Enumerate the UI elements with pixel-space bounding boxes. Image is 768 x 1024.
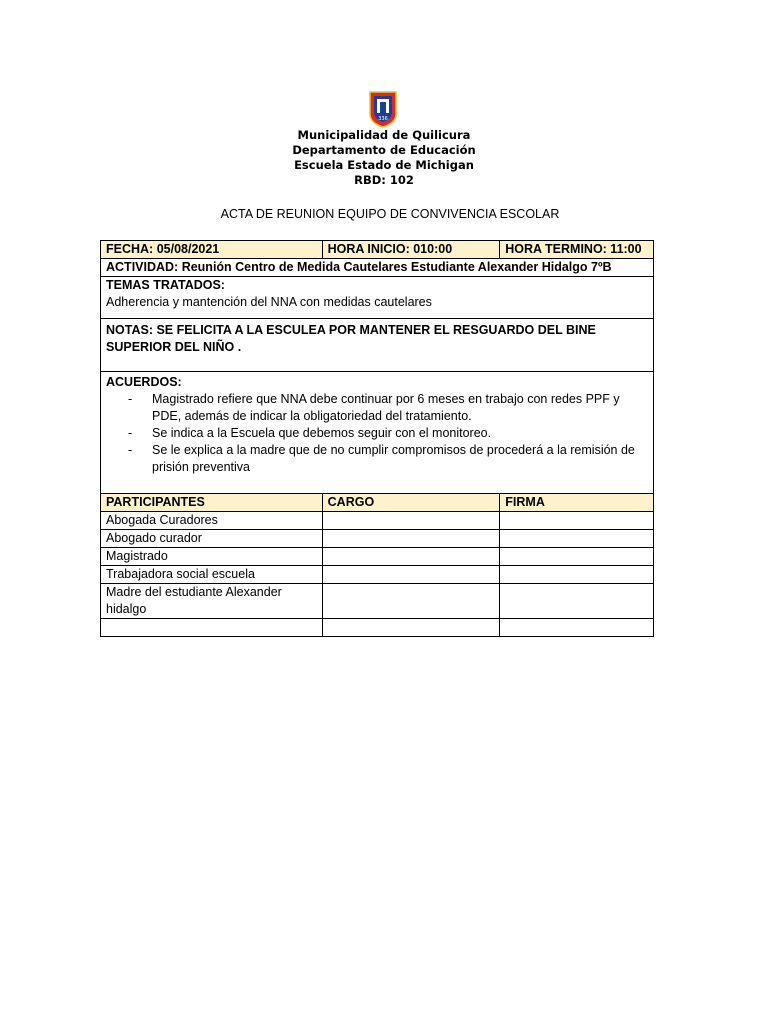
role-cell xyxy=(322,512,500,530)
participants-table xyxy=(100,493,654,637)
participant-name xyxy=(101,619,323,637)
rbd-number: RBD: 102 xyxy=(354,173,414,187)
signature-cell xyxy=(500,566,654,584)
participants-header: PARTICIPANTES xyxy=(101,494,323,512)
activity-cell: ACTIVIDAD: Reunión Centro de Medida Cautelares Estudiante Alexander Hidalgo 7ºB xyxy=(101,259,654,277)
date-cell: FECHA: 05/08/2021 xyxy=(101,241,323,259)
signature-header: FIRMA xyxy=(500,494,654,512)
notes-cell: NOTAS: SE FELICITA A LA ESCULEA POR MANTENER EL RESGUARDO DEL BINE SUPERIOR DEL NIÑO . xyxy=(101,319,654,372)
topics-label: TEMAS TRATADOS: xyxy=(106,278,225,292)
participant-name: Magistrado xyxy=(101,548,323,566)
topics-text: Adherencia y mantención del NNA con medidas cautelares xyxy=(106,295,432,309)
role-header: CARGO xyxy=(322,494,500,512)
participant-name: Trabajadora social escuela xyxy=(101,566,323,584)
meeting-info-table xyxy=(100,240,654,494)
role-cell xyxy=(322,584,500,619)
role-cell xyxy=(322,566,500,584)
signature-cell xyxy=(500,548,654,566)
signature-cell xyxy=(500,619,654,637)
bullet-dash: - xyxy=(128,426,133,440)
signature-cell xyxy=(500,530,654,548)
end-time-cell: HORA TERMINO: 11:00 xyxy=(500,241,654,259)
participant-name: Abogado curador xyxy=(101,530,323,548)
bullet-dash: - xyxy=(128,443,133,457)
agreement-item: - Magistrado refiere que NNA debe continuar por 6 meses en trabajo con redes PPF y PDE, además de indicar la obligatoriedad del tratamiento. xyxy=(128,392,620,423)
start-time-cell: HORA INICIO: 010:00 xyxy=(322,241,500,259)
school-name: Escuela Estado de Michigan xyxy=(294,158,474,172)
document-header xyxy=(0,128,768,188)
participant-name: Abogada Curadores xyxy=(101,512,323,530)
role-cell xyxy=(322,530,500,548)
participant-name: Madre del estudiante Alexander hidalgo xyxy=(101,584,323,619)
role-cell xyxy=(322,619,500,637)
agreements-list xyxy=(106,391,648,476)
signature-cell xyxy=(500,584,654,619)
agreement-item: - Se le explica a la madre que de no cumplir compromisos de procederá a la remisión de prisión preventiva xyxy=(128,443,635,474)
bullet-dash: - xyxy=(128,392,133,406)
municipality-name: Municipalidad de Quilicura xyxy=(297,128,471,142)
document-title: ACTA DE REUNION EQUIPO DE CONVIVENCIA ESCOLAR xyxy=(220,207,560,221)
topics-cell xyxy=(101,277,654,319)
role-cell xyxy=(322,548,500,566)
signature-cell xyxy=(500,512,654,530)
logo-number: 336 xyxy=(378,116,388,122)
department-name: Departamento de Educación xyxy=(292,143,476,157)
agreement-item: - Se indica a la Escuela que debemos seguir con el monitoreo. xyxy=(128,426,492,440)
agreements-cell xyxy=(101,372,654,494)
agreements-label: ACUERDOS: xyxy=(106,375,182,389)
school-logo xyxy=(368,90,398,128)
